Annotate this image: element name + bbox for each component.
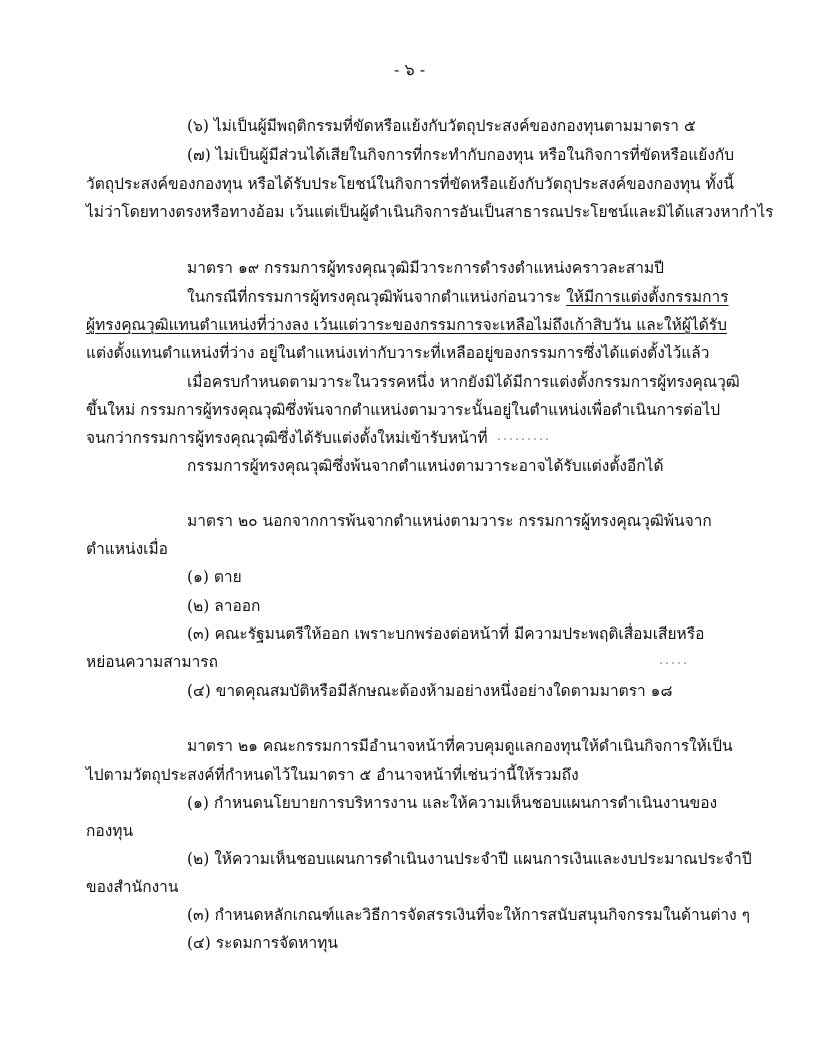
section-19-para4: กรรมการผู้ทรงคุณวุฒิซึ่งพ้นจากตำแหน่งตามวาระอาจได้รับแต่งตั้งอีกได้	[187, 457, 664, 475]
section-20-item-3-line1: (๓) คณะรัฐมนตรีให้ออก เพราะบกพร่องต่อหน้าที่ มีความประพฤติเสื่อมเสียหรือ	[187, 625, 705, 643]
section-20-line2: ตำแหน่งเมื่อ	[86, 540, 168, 558]
section-19-para2-line3: แต่งตั้งแทนตำแหน่งที่ว่าง อยู่ในตำแหน่งเท่ากับวาระที่เหลืออยู่ของกรรมการซึ่งได้แต่งตั้งไว้แล้ว	[86, 344, 710, 362]
section-21-item-1-line2: กองทุน	[86, 822, 134, 840]
clause-7-line2: วัตถุประสงค์ของกองทุน หรือได้รับประโยชน์ในกิจการที่ขัดหรือแย้งกับวัตถุประสงค์ของกองทุน ทั้งนี้	[86, 175, 734, 193]
section-20-item-1: (๑) ตาย	[187, 568, 242, 586]
section-19-para3-line2: ขึ้นใหม่ กรรมการผู้ทรงคุณวุฒิซึ่งพ้นจากตำแหน่งตามวาระนั้นอยู่ในตำแหน่งเพื่อดำเนินการต่อไป	[86, 401, 721, 419]
section-21-line2: ไปตามวัตถุประสงค์ที่กำหนดไว้ในมาตรา ๕ อำนาจหน้าที่เช่นว่านี้ให้รวมถึง	[86, 766, 579, 784]
section-20-item-2: (๒) ลาออก	[187, 597, 261, 615]
scan-artifact	[660, 662, 686, 664]
section-21-heading: มาตรา ๒๑ คณะกรรมการมีอำนาจหน้าที่ควบคุมดูแลกองทุนให้ดำเนินกิจการให้เป็น	[187, 737, 733, 755]
section-21-item-2-line1: (๒) ให้ความเห็นชอบแผนการดำเนินงานประจำปี แผนการเงินและงบประมาณประจำปี	[187, 850, 752, 868]
section-19-heading: มาตรา ๑๙ กรรมการผู้ทรงคุณวุฒิมีวาระการดำรงตำแหน่งคราวละสามปี	[187, 259, 665, 277]
section-20-heading: มาตรา ๒๐ นอกจากการพ้นจากตำแหน่งตามวาระ กรรมการผู้ทรงคุณวุฒิพ้นจาก	[187, 512, 712, 530]
clause-7-line1: (๗) ไม่เป็นผู้มีส่วนได้เสียในกิจการที่กระทำกับกองทุน หรือในกิจการที่ขัดหรือแย้งกับ	[187, 146, 735, 164]
section-21-item-4: (๔) ระดมการจัดหาทุน	[187, 934, 338, 952]
section-21-item-2-line2: ของสำนักงาน	[86, 878, 179, 896]
section-20-item-3-line2: หย่อนความสามารถ	[86, 653, 218, 671]
section-19-para2-text: ในกรณีที่กรรมการผู้ทรงคุณวุฒิพ้นจากตำแหน่งก่อนวาระ	[187, 288, 567, 306]
section-19-para3-line3: จนกว่ากรรมการผู้ทรงคุณวุฒิซึ่งได้รับแต่งตั้งใหม่เข้ารับหน้าที่	[86, 429, 488, 447]
section-19-para2-line1	[187, 287, 729, 307]
section-19-para2-line2: ผู้ทรงคุณวุฒิแทนตำแหน่งที่ว่างลง เว้นแต่วาระของกรรมการจะเหลือไม่ถึงเก้าสิบวัน และให้ผู้ได้รับ	[86, 316, 727, 334]
section-21-item-1-line1: (๑) กำหนดนโยบายการบริหารงาน และให้ความเห็นชอบแผนการดำเนินงานของ	[187, 794, 718, 812]
underlined-text: ให้มีการแต่งตั้งกรรมการ	[566, 288, 729, 306]
clause-6: (๖) ไม่เป็นผู้มีพฤติกรรมที่ขัดหรือแย้งกับวัตถุประสงค์ของกองทุนตามมาตรา ๕	[187, 117, 696, 135]
scan-artifact	[498, 438, 548, 440]
page-number: - ๖ -	[394, 60, 426, 79]
clause-7-line3: ไม่ว่าโดยทางตรงหรือทางอ้อม เว้นแต่เป็นผู้ดำเนินกิจการอันเป็นสาธารณประโยชน์และมิได้แสวงหากำไร	[86, 203, 774, 221]
section-21-item-3: (๓) กำหนดหลักเกณฑ์และวิธีการจัดสรรเงินที่จะให้การสนับสนุนกิจกรรมในด้านต่าง ๆ	[187, 906, 750, 924]
section-19-para3-line1: เมื่อครบกำหนดตามวาระในวรรคหนึ่ง หากยังมิได้มีการแต่งตั้งกรรมการผู้ทรงคุณวุฒิ	[187, 373, 740, 391]
section-20-item-4: (๔) ขาดคุณสมบัติหรือมีลักษณะต้องห้ามอย่างหนึ่งอย่างใดตามมาตรา ๑๘	[187, 682, 673, 700]
